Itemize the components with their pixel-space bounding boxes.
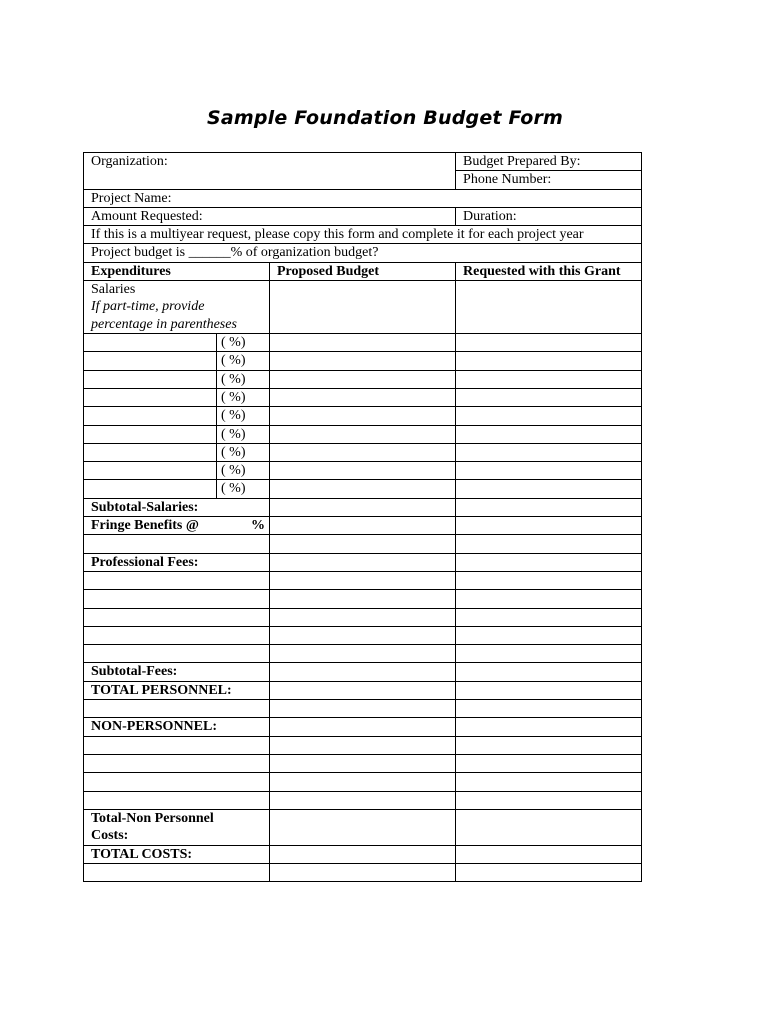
non-personnel-label: NON-PERSONNEL: [84,718,270,736]
requested-grant-cell[interactable] [456,553,642,571]
proposed-budget-cell[interactable] [270,736,456,754]
requested-grant-cell[interactable] [456,791,642,809]
proposed-budget-cell[interactable] [270,590,456,608]
organization-field[interactable]: Organization: [84,153,456,190]
salary-pct: ( %) [221,389,246,405]
proposed-budget-cell[interactable] [270,388,456,406]
proposed-budget-cell[interactable] [270,443,456,461]
proposed-budget-cell[interactable] [270,571,456,589]
non-personnel-row-cell[interactable] [84,773,270,791]
requested-grant-cell[interactable] [456,736,642,754]
requested-grant-cell[interactable] [456,718,642,736]
requested-grant-cell[interactable] [456,845,642,863]
proposed-budget-cell[interactable] [270,864,456,882]
project-name-field[interactable]: Project Name: [84,189,642,207]
proposed-budget-cell[interactable] [270,626,456,644]
fee-row-cell[interactable] [84,590,270,608]
proposed-budget-cell[interactable] [270,773,456,791]
proposed-budget-cell[interactable] [270,352,456,370]
non-personnel-row-cell[interactable] [84,736,270,754]
salary-position-cell[interactable] [84,334,270,352]
fee-row-cell[interactable] [84,608,270,626]
requested-grant-cell[interactable] [456,626,642,644]
amount-requested-field[interactable]: Amount Requested: [84,207,456,225]
salary-pct: ( %) [221,444,246,460]
proposed-budget-cell[interactable] [270,718,456,736]
budget-form [83,152,641,882]
proposed-budget-cell[interactable] [270,681,456,699]
fringe-benefits-cell[interactable] [84,517,270,535]
form-title: Sample Foundation Budget Form [206,107,564,129]
proposed-budget-cell[interactable] [270,553,456,571]
salary-pct: ( %) [221,335,246,351]
requested-grant-cell[interactable] [456,425,642,443]
requested-grant-cell[interactable] [456,480,642,498]
total-non-personnel-line1: Total-Non Personnel [91,810,214,826]
proposed-budget-cell[interactable] [270,663,456,681]
salary-position-cell[interactable] [84,352,270,370]
requested-grant-cell[interactable] [456,571,642,589]
total-non-personnel-cell [84,809,270,845]
col-header-proposed-budget: Proposed Budget [270,262,456,280]
phone-number-field[interactable]: Phone Number: [456,171,642,189]
col-header-requested-grant: Requested with this Grant [456,262,642,280]
proposed-budget-cell[interactable] [270,700,456,718]
proposed-budget-cell[interactable] [270,462,456,480]
salary-position-cell[interactable] [84,370,270,388]
col-header-expenditures: Expenditures [84,262,270,280]
requested-grant-cell[interactable] [456,645,642,663]
budget-prepared-by-field[interactable]: Budget Prepared By: [456,153,642,171]
requested-grant-cell[interactable] [456,370,642,388]
proposed-budget-cell[interactable] [270,645,456,663]
salary-pct: ( %) [221,426,246,442]
salary-pct: ( %) [221,371,246,387]
salary-position-cell[interactable] [84,407,270,425]
salaries-hint-line1: If part-time, provide [91,299,205,315]
salary-pct: ( %) [221,481,246,497]
proposed-budget-cell[interactable] [270,608,456,626]
salary-position-cell[interactable] [84,480,270,498]
requested-grant-cell[interactable] [456,700,642,718]
salaries-hint-line2: percentage in parentheses [91,316,237,332]
blank-row-cell[interactable] [84,864,270,882]
blank-row-cell[interactable] [84,535,270,553]
proposed-budget-cell[interactable] [270,480,456,498]
fee-row-cell[interactable] [84,571,270,589]
salaries-cell [84,281,270,334]
requested-grant-cell[interactable] [456,407,642,425]
requested-grant-cell[interactable] [456,809,642,845]
fringe-pct: % [251,518,265,534]
requested-grant-cell[interactable] [456,388,642,406]
proposed-budget-cell[interactable] [270,754,456,772]
salary-position-cell[interactable] [84,425,270,443]
subtotal-salaries-label: Subtotal-Salaries: [84,498,270,516]
salary-position-cell[interactable] [84,443,270,461]
multiyear-note: If this is a multiyear request, please copy this form and complete it for each project year [84,226,642,244]
requested-grant-cell[interactable] [456,281,642,334]
requested-grant-cell[interactable] [456,498,642,516]
proposed-budget-cell[interactable] [270,845,456,863]
blank-row-cell[interactable] [84,700,270,718]
total-personnel-label: TOTAL PERSONNEL: [84,681,270,699]
duration-field[interactable]: Duration: [456,207,642,225]
fee-row-cell[interactable] [84,626,270,644]
requested-grant-cell[interactable] [456,754,642,772]
requested-grant-cell[interactable] [456,590,642,608]
project-budget-note[interactable]: Project budget is ______% of organization budget? [84,244,642,262]
salary-pct: ( %) [221,353,246,369]
proposed-budget-cell[interactable] [270,370,456,388]
proposed-budget-cell[interactable] [270,517,456,535]
requested-grant-cell[interactable] [456,773,642,791]
proposed-budget-cell[interactable] [270,809,456,845]
salary-pct: ( %) [221,463,246,479]
non-personnel-row-cell[interactable] [84,754,270,772]
requested-grant-cell[interactable] [456,352,642,370]
requested-grant-cell[interactable] [456,334,642,352]
requested-grant-cell[interactable] [456,462,642,480]
requested-grant-cell[interactable] [456,517,642,535]
proposed-budget-cell[interactable] [270,407,456,425]
salaries-label: Salaries [91,282,136,298]
salary-position-cell[interactable] [84,388,270,406]
total-costs-label: TOTAL COSTS: [84,845,270,863]
requested-grant-cell[interactable] [456,681,642,699]
subtotal-fees-label: Subtotal-Fees: [84,663,270,681]
requested-grant-cell[interactable] [456,864,642,882]
requested-grant-cell[interactable] [456,535,642,553]
total-non-personnel-line2: Costs: [91,828,129,844]
salary-position-cell[interactable] [84,462,270,480]
proposed-budget-cell[interactable] [270,425,456,443]
professional-fees-label: Professional Fees: [84,553,270,571]
proposed-budget-cell[interactable] [270,535,456,553]
fringe-benefits-label: Fringe Benefits @ [91,518,199,534]
proposed-budget-cell[interactable] [270,281,456,334]
requested-grant-cell[interactable] [456,443,642,461]
proposed-budget-cell[interactable] [270,334,456,352]
non-personnel-row-cell[interactable] [84,791,270,809]
salary-pct: ( %) [221,408,246,424]
proposed-budget-cell[interactable] [270,791,456,809]
proposed-budget-cell[interactable] [270,498,456,516]
requested-grant-cell[interactable] [456,608,642,626]
budget-table [83,152,642,882]
blank-row-cell[interactable] [84,645,270,663]
requested-grant-cell[interactable] [456,663,642,681]
